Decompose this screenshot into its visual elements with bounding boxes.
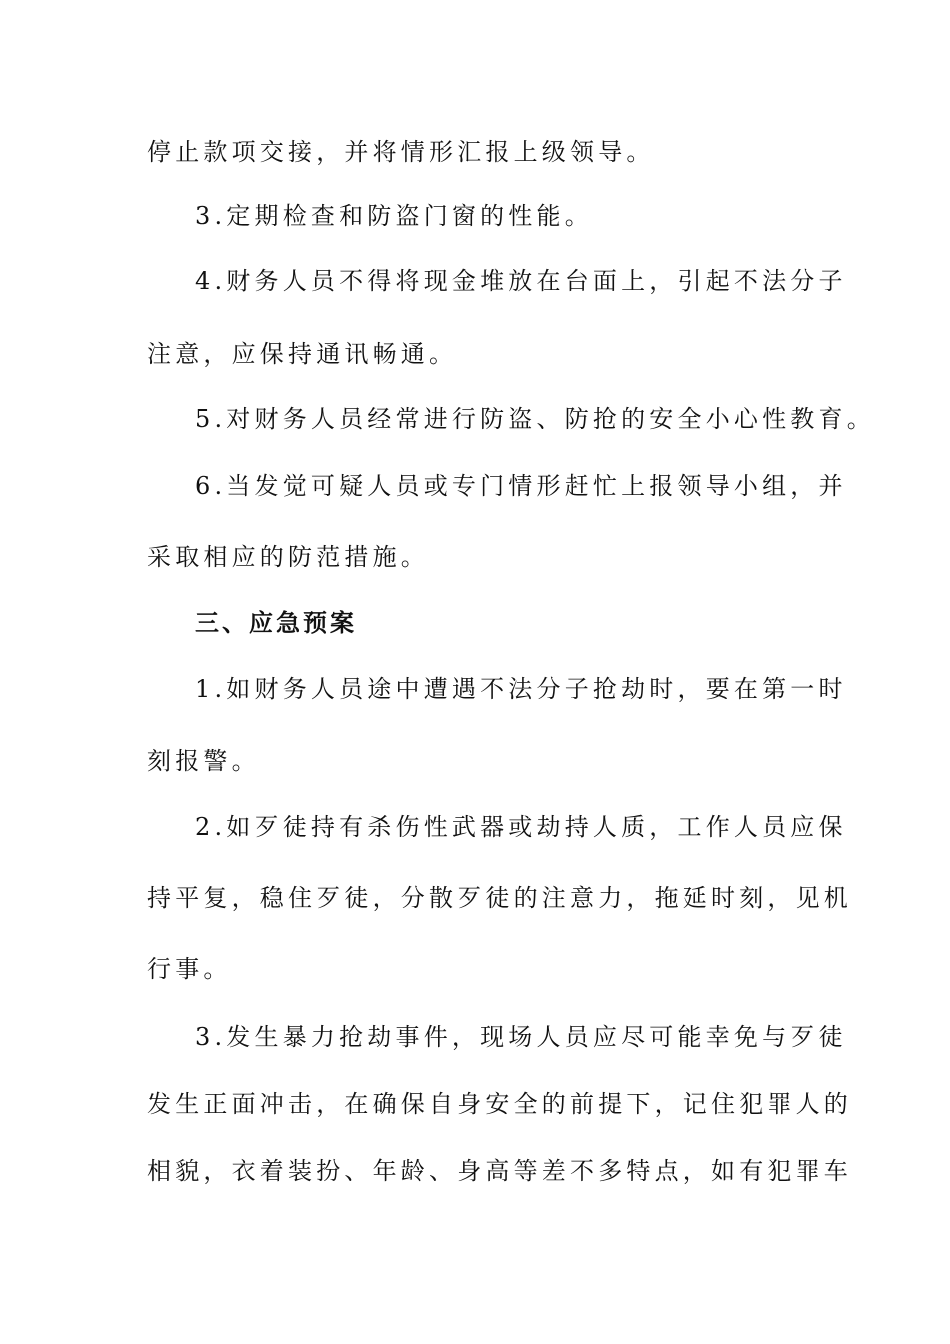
paragraph-line: 停止款项交接，并将情形汇报上级领导。	[147, 138, 655, 166]
paragraph-line: 注意，应保持通讯畅通。	[147, 340, 458, 368]
paragraph-line: 4.财务人员不得将现金堆放在台面上，引起不法分子	[195, 267, 847, 295]
paragraph-line: 3.发生暴力抢劫事件，现场人员应尽可能幸免与歹徒	[195, 1023, 847, 1051]
paragraph-line: 6.当发觉可疑人员或专门情形赶忙上报领导小组，并	[195, 472, 847, 500]
section-heading: 三、应急预案	[195, 608, 357, 637]
paragraph-line: 采取相应的防范措施。	[147, 543, 429, 571]
paragraph-line: 刻报警。	[147, 747, 260, 775]
paragraph-line: 3.定期检查和防盗门窗的性能。	[195, 202, 593, 230]
paragraph-line: 1.如财务人员途中遭遇不法分子抢劫时，要在第一时	[195, 675, 847, 703]
paragraph-line: 持平复，稳住歹徒，分散歹徒的注意力，拖延时刻，见机	[147, 884, 852, 912]
paragraph-line: 2.如歹徒持有杀伤性武器或劫持人质，工作人员应保	[195, 813, 847, 841]
paragraph-line: 相貌，衣着装扮、年龄、身高等差不多特点，如有犯罪车	[147, 1157, 852, 1185]
paragraph-line: 行事。	[147, 955, 232, 983]
paragraph-line: 5.对财务人员经常进行防盗、防抢的安全小心性教育。	[195, 405, 875, 433]
paragraph-line: 发生正面冲击，在确保自身安全的前提下，记住犯罪人的	[147, 1090, 852, 1118]
